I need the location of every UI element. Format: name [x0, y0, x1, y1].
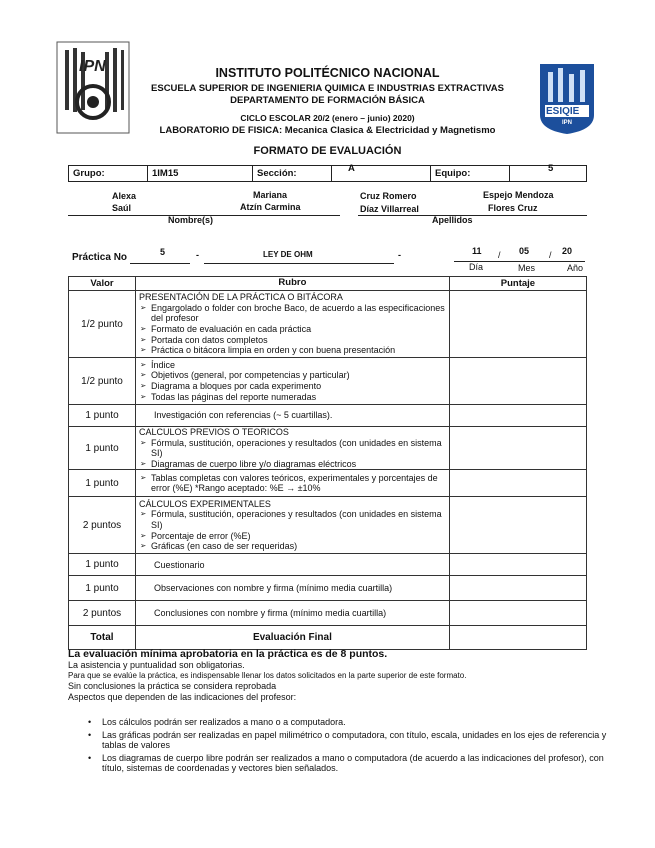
rubric-item: ➢ Gráficas (en caso de ser requeridas)	[151, 541, 446, 552]
rubric-item: ➢ Objetivos (general, por competencias y particular)	[151, 370, 446, 381]
score-header: Puntaje	[449, 277, 586, 291]
student-name: Saúl	[112, 203, 132, 213]
bullet-item: • Los cálculos podrán ser realizados a mano o a computadora.	[88, 717, 608, 728]
row-value: 1 punto	[69, 554, 136, 576]
note-line: Para que se evalúe la práctica, es indispensable llenar los datos solicitados en la parte superior de este formato.	[68, 670, 467, 680]
rubric-cell	[136, 427, 450, 470]
rubric-title: CÁLCULOS EXPERIMENTALES	[139, 498, 271, 509]
rubric-item: ➢ Diagrama a bloques por cada experimento	[151, 381, 446, 392]
rubric-item: ➢ Fórmula, sustitución, operaciones y resultados (con unidades en sistema SI)	[151, 509, 446, 530]
lab-name: LABORATORIO DE FISICA: Mecanica Clasica & Electricidad y Magnetismo	[159, 125, 496, 136]
rubric-title: Cuestionario	[136, 554, 450, 576]
total-label: Total	[69, 626, 136, 650]
score-cell[interactable]	[449, 358, 586, 405]
form-title: FORMATO DE EVALUACIÓN	[253, 145, 402, 157]
rubric-cell	[136, 358, 450, 405]
note-line: Sin conclusiones la práctica se considera reprobada	[68, 681, 277, 692]
group-info-table	[68, 165, 587, 182]
rubric-item: ➢ Tablas completas con valores teóricos, experimentales y porcentajes de error (%E) *Rango aceptado: %E → ±10%	[151, 473, 446, 494]
rubric-title: CALCULOS PREVIOS O TEORICOS	[139, 427, 289, 437]
practice-name: LEY DE OHM	[263, 250, 313, 259]
value-header: Valor	[69, 277, 136, 291]
rubric-title: Conclusiones con nombre y firma (mínimo media cuartilla)	[136, 601, 450, 626]
row-value: 1/2 punto	[69, 291, 136, 358]
seccion-label: Sección:	[257, 168, 297, 179]
student-surname: Espejo Mendoza	[483, 190, 554, 200]
notes-block	[68, 649, 608, 703]
row-value: 1/2 punto	[69, 358, 136, 405]
surnames-label: Apellidos	[432, 215, 473, 225]
rubric-item: ➢ Fórmula, sustitución, operaciones y resultados (con unidades en sistema SI)	[151, 438, 446, 459]
rubric-cell	[136, 470, 450, 497]
rubric-item: ➢ Todas las páginas del reporte numeradas	[151, 392, 446, 403]
final-score-cell[interactable]	[449, 626, 586, 650]
equipo-value: 5	[548, 163, 554, 174]
row-value: 1 punto	[69, 427, 136, 470]
row-value: 2 puntos	[69, 601, 136, 626]
practice-dash: -	[196, 250, 199, 260]
row-value: 1 punto	[69, 576, 136, 601]
date-year: 20	[562, 246, 573, 256]
date-day: 11	[472, 246, 482, 256]
score-cell[interactable]	[449, 291, 586, 358]
year-label: Año	[567, 263, 584, 273]
ipn-logo-text: IPN	[79, 58, 106, 75]
bullet-item: • Los diagramas de cuerpo libre podrán ser realizados a mano o computadora (de acuerdo a las indicaciones del profesor), con título, sistemas de coordenadas y vectores bien señalados.	[88, 753, 608, 774]
rubric-item: ➢ Formato de evaluación en cada práctica	[151, 324, 446, 335]
practice-dash-2: -	[398, 250, 401, 260]
rubric-title: PRESENTACIÓN DE LA PRÁCTICA O BITÁCORA	[139, 292, 343, 303]
note-line: La asistencia y puntualidad son obligatorias.	[68, 659, 245, 670]
esiqie-logo-text: ESIQIE	[546, 106, 580, 117]
rubric-item: ➢ Práctica o bitácora limpia en orden y con buena presentación	[151, 345, 446, 356]
student-name: Alexa	[112, 191, 137, 201]
date-sep: /	[549, 250, 552, 260]
score-cell[interactable]	[449, 427, 586, 470]
student-surname: Díaz Villarreal	[360, 204, 419, 214]
score-cell[interactable]	[449, 497, 586, 554]
professor-aspects-list	[88, 717, 608, 776]
row-value: 1 punto	[69, 405, 136, 427]
note-line: Aspectos que dependen de las indicaciones del profesor:	[68, 692, 297, 703]
row-value: 2 puntos	[69, 497, 136, 554]
final-evaluation-label: Evaluación Final	[136, 626, 450, 650]
rubric-table	[68, 276, 587, 650]
department-name: DEPARTAMENTO DE FORMACIÓN BÁSICA	[230, 95, 425, 106]
names-label: Nombre(s)	[168, 215, 214, 225]
score-cell[interactable]	[449, 601, 586, 626]
student-surname: Cruz Romero	[360, 191, 417, 201]
score-cell[interactable]	[449, 470, 586, 497]
date-sep: /	[498, 250, 501, 260]
rubric-item: ➢ Porcentaje de error (%E)	[151, 531, 446, 542]
school-cycle: CICLO ESCOLAR 20/2 (enero – junio) 2020)	[240, 113, 415, 123]
esiqie-logo-sub: IPN	[562, 120, 573, 126]
score-cell[interactable]	[449, 576, 586, 601]
rubric-item: ➢ Portada con datos completos	[151, 335, 446, 346]
student-name: Mariana	[253, 190, 288, 200]
min-grade-note: La evaluación mínima aprobatoria en la práctica es de 8 puntos.	[68, 648, 388, 660]
practice-label: Práctica No	[72, 252, 128, 263]
practice-line	[68, 242, 587, 276]
rubric-title: Observaciones con nombre y firma (mínimo media cuartilla)	[136, 576, 450, 601]
seccion-value: A	[348, 163, 355, 174]
institution-title: INSTITUTO POLITÉCNICO NACIONAL	[215, 66, 440, 80]
student-name: Atzín Carmina	[240, 202, 301, 212]
student-surname: Flores Cruz	[488, 203, 538, 213]
score-cell[interactable]	[449, 405, 586, 427]
rubric-item: ➢ Engargolado o folder con broche Baco, de acuerdo a las especificaciones del profesor	[151, 303, 446, 324]
practice-number: 5	[160, 247, 166, 257]
equipo-label: Equipo:	[435, 168, 471, 179]
row-value: 1 punto	[69, 470, 136, 497]
rubric-title: Investigación con referencias (~ 5 cuartillas).	[136, 405, 450, 427]
month-label: Mes	[518, 263, 536, 273]
rubric-cell	[136, 497, 450, 554]
grupo-label: Grupo:	[73, 168, 105, 179]
bullet-item: • Las gráficas podrán ser realizadas en papel milimétrico o computadora, con título, escala, unidades en los ejes de referencia y tablas de valores	[88, 730, 608, 751]
school-name: ESCUELA SUPERIOR DE INGENIERIA QUIMICA E INDUSTRIAS EXTRACTIVAS	[151, 83, 504, 94]
rubric-cell	[136, 291, 450, 358]
rubric-item: ➢ Índice	[151, 360, 446, 371]
day-label: Día	[469, 262, 484, 272]
rubric-header: Rubro	[136, 277, 450, 291]
grupo-value: 1IM15	[152, 168, 179, 179]
date-month: 05	[519, 246, 530, 256]
score-cell[interactable]	[449, 554, 586, 576]
rubric-item: ➢ Diagramas de cuerpo libre y/o diagramas eléctricos	[151, 459, 446, 470]
students-block	[68, 190, 587, 229]
